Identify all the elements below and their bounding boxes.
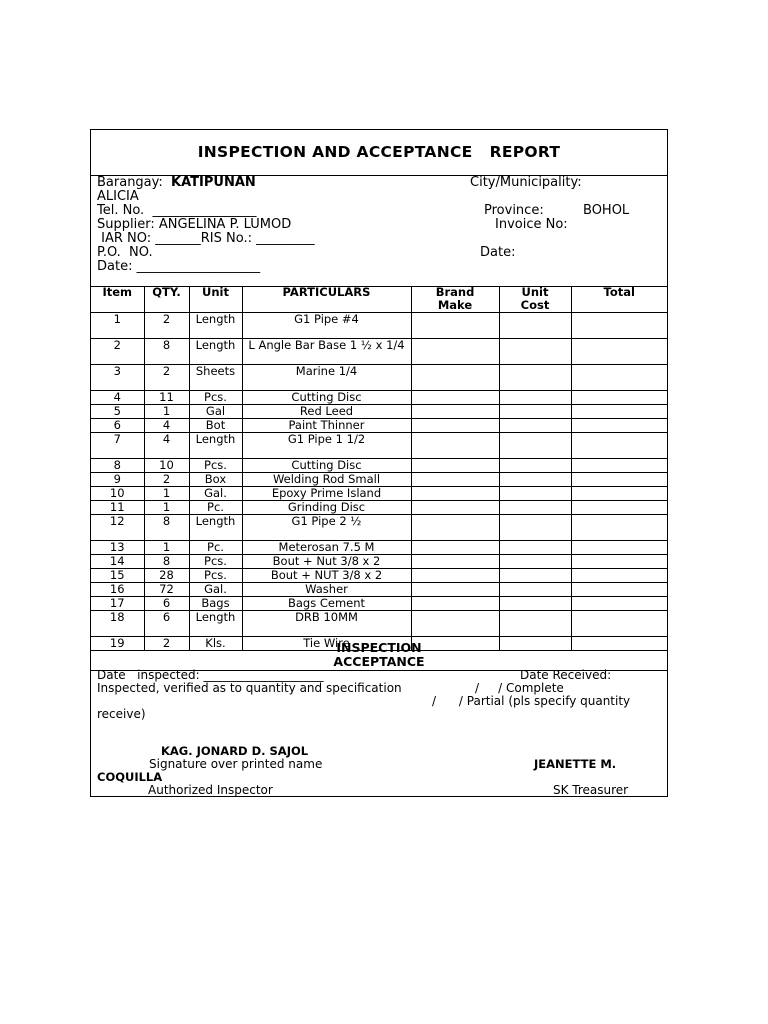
item-cell: 15	[91, 569, 144, 583]
item-cell: 8	[91, 459, 144, 473]
unit-cell: Gal.	[189, 487, 242, 501]
brand-make-cell	[411, 313, 499, 339]
qty-cell: 2	[144, 637, 189, 651]
brand-make-cell	[411, 339, 499, 365]
table-row	[91, 433, 667, 459]
complete-checkbox-label: / / Complete	[475, 681, 564, 695]
total-cell	[571, 583, 667, 597]
unit-cost-cell	[499, 405, 571, 419]
qty-cell: 2	[144, 473, 189, 487]
qty-cell: 8	[144, 555, 189, 569]
unit-cell: Length	[189, 339, 242, 365]
particulars-cell: Bags Cement	[242, 597, 411, 611]
table-body	[91, 313, 667, 651]
particulars-cell: Welding Rod Small	[242, 473, 411, 487]
table-row	[91, 313, 667, 339]
unit-cost-cell	[499, 419, 571, 433]
date-received-label: Date Received:	[520, 668, 612, 682]
unit-cell: Pcs.	[189, 391, 242, 405]
item-cell: 2	[91, 339, 144, 365]
barangay-continuation: ALICIA	[97, 189, 139, 204]
col-header-unit-cost: Unit Cost	[499, 286, 571, 313]
qty-cell: 1	[144, 541, 189, 555]
unit-cell: Length	[189, 433, 242, 459]
total-cell	[571, 473, 667, 487]
table-row	[91, 541, 667, 555]
item-cell: 1	[91, 313, 144, 339]
total-cell	[571, 391, 667, 405]
brand-make-cell	[411, 569, 499, 583]
total-cell	[571, 313, 667, 339]
verified-statement: Inspected, verified as to quantity and specification	[97, 681, 402, 695]
brand-make-cell	[411, 433, 499, 459]
inspection-acceptance-section	[91, 641, 667, 671]
brand-make-cell	[411, 459, 499, 473]
unit-cost-cell	[499, 339, 571, 365]
item-cell: 7	[91, 433, 144, 459]
report-title: INSPECTION AND ACCEPTANCE REPORT	[197, 143, 561, 161]
item-cell: 6	[91, 419, 144, 433]
table-row	[91, 515, 667, 541]
unit-cell: Bags	[189, 597, 242, 611]
unit-cost-cell	[499, 459, 571, 473]
table-row	[91, 487, 667, 501]
inspector-title: Authorized Inspector	[148, 783, 273, 797]
particulars-cell: Red Leed	[242, 405, 411, 419]
qty-cell: 8	[144, 339, 189, 365]
unit-cell: Bot	[189, 419, 242, 433]
item-cell: 10	[91, 487, 144, 501]
item-cell: 18	[91, 611, 144, 637]
unit-cell: Pcs.	[189, 555, 242, 569]
treasurer-title: SK Treasurer	[553, 783, 629, 797]
item-cell: 5	[91, 405, 144, 419]
total-cell	[571, 555, 667, 569]
particulars-cell: Paint Thinner	[242, 419, 411, 433]
tel-no-line: Tel. No. ________________	[97, 203, 257, 218]
col-header-brand-make: Brand Make	[411, 286, 499, 313]
particulars-cell: L Angle Bar Base 1 ½ x 1/4	[242, 339, 411, 365]
qty-cell: 8	[144, 515, 189, 541]
total-cell	[571, 365, 667, 391]
brand-make-cell	[411, 405, 499, 419]
unit-cost-cell	[499, 473, 571, 487]
brand-make-cell	[411, 501, 499, 515]
qty-cell: 1	[144, 501, 189, 515]
qty-cell: 11	[144, 391, 189, 405]
acceptance-heading: ACCEPTANCE	[333, 654, 425, 669]
brand-make-cell	[411, 365, 499, 391]
unit-cost-cell	[499, 583, 571, 597]
iar-ris-line: IAR NO: _______RIS No.: _________	[97, 231, 315, 246]
unit-cost-cell	[499, 569, 571, 583]
table-row	[91, 391, 667, 405]
signature-label: Signature over printed name	[149, 757, 323, 771]
col-header-qty: QTY.	[144, 286, 189, 313]
table-header-row	[91, 286, 667, 313]
city-label: City/Municipality:	[470, 175, 582, 190]
title-section	[91, 130, 667, 176]
unit-cost-cell	[499, 501, 571, 515]
brand-make-cell	[411, 473, 499, 487]
item-cell: 13	[91, 541, 144, 555]
date-inspected-line: Date inspected: ____________________	[97, 668, 324, 682]
qty-cell: 10	[144, 459, 189, 473]
qty-cell: 4	[144, 433, 189, 459]
particulars-cell: Cutting Disc	[242, 391, 411, 405]
particulars-cell: DRB 10MM	[242, 611, 411, 637]
qty-cell: 2	[144, 313, 189, 339]
table-row	[91, 365, 667, 391]
table-row	[91, 611, 667, 637]
table-row	[91, 569, 667, 583]
inspector-name: KAG. JONARD D. SAJOL	[161, 744, 309, 758]
particulars-cell: G1 Pipe 1 1/2	[242, 433, 411, 459]
particulars-cell: Tie Wire	[242, 637, 411, 651]
particulars-cell: Grinding Disc	[242, 501, 411, 515]
brand-make-cell	[411, 611, 499, 637]
receive-continuation: receive)	[97, 707, 146, 721]
brand-make-cell	[411, 583, 499, 597]
unit-cell: Length	[189, 313, 242, 339]
unit-cost-cell	[499, 555, 571, 569]
unit-cost-cell	[499, 313, 571, 339]
barangay-value: KATIPUNAN	[171, 175, 256, 190]
qty-cell: 72	[144, 583, 189, 597]
col-header-unit: Unit	[189, 286, 242, 313]
brand-make-cell	[411, 391, 499, 405]
table-row	[91, 583, 667, 597]
brand-make-cell	[411, 419, 499, 433]
particulars-cell: Bout + Nut 3/8 x 2	[242, 555, 411, 569]
unit-cost-cell	[499, 541, 571, 555]
province-label: Province:	[484, 203, 544, 218]
table-row	[91, 555, 667, 569]
table-row	[91, 419, 667, 433]
brand-make-cell	[411, 487, 499, 501]
supplier-line: Supplier: ANGELINA P. LUMOD	[97, 217, 292, 232]
total-cell	[571, 487, 667, 501]
inspection-heading: INSPECTION	[336, 640, 422, 655]
total-cell	[571, 419, 667, 433]
barangay-line	[97, 176, 256, 190]
item-cell: 17	[91, 597, 144, 611]
barangay-label: Barangay:	[97, 175, 163, 190]
total-cell	[571, 501, 667, 515]
unit-cell: Box	[189, 473, 242, 487]
total-cell	[571, 433, 667, 459]
col-header-particulars: PARTICULARS	[242, 286, 411, 313]
col-header-total: Total	[571, 286, 667, 313]
date-line: Date: ___________________	[97, 259, 261, 274]
unit-cost-cell	[499, 365, 571, 391]
unit-cost-cell	[499, 433, 571, 459]
unit-cell: Length	[189, 515, 242, 541]
table-row	[91, 473, 667, 487]
unit-cell: Pcs.	[189, 459, 242, 473]
item-cell: 3	[91, 365, 144, 391]
unit-cell: Gal	[189, 405, 242, 419]
item-cell: 12	[91, 515, 144, 541]
unit-cell: Pcs.	[189, 569, 242, 583]
item-cell: 11	[91, 501, 144, 515]
item-cell: 14	[91, 555, 144, 569]
table-row	[91, 597, 667, 611]
item-cell: 16	[91, 583, 144, 597]
qty-cell: 6	[144, 611, 189, 637]
particulars-cell: Marine 1/4	[242, 365, 411, 391]
item-cell: 4	[91, 391, 144, 405]
items-table	[91, 286, 667, 651]
brand-make-cell	[411, 541, 499, 555]
unit-cell: Gal.	[189, 583, 242, 597]
qty-cell: 6	[144, 597, 189, 611]
particulars-cell: G1 Pipe 2 ½	[242, 515, 411, 541]
total-cell	[571, 597, 667, 611]
qty-cell: 1	[144, 405, 189, 419]
treasurer-name-last: COQUILLA	[97, 770, 163, 784]
province-value: BOHOL	[583, 203, 630, 218]
particulars-cell: Cutting Disc	[242, 459, 411, 473]
qty-cell: 28	[144, 569, 189, 583]
table-row	[91, 501, 667, 515]
item-cell: 19	[91, 637, 144, 651]
unit-cell: Pc.	[189, 541, 242, 555]
inspection-report-form	[90, 129, 668, 797]
partial-checkbox-label: / / Partial (pls specify quantity	[432, 694, 631, 708]
brand-make-cell	[411, 597, 499, 611]
unit-cost-cell	[499, 597, 571, 611]
treasurer-name-first: JEANETTE M.	[534, 757, 617, 771]
qty-cell: 2	[144, 365, 189, 391]
invoice-label: Invoice No:	[495, 217, 568, 232]
unit-cost-cell	[499, 611, 571, 637]
item-cell: 9	[91, 473, 144, 487]
unit-cost-cell	[499, 487, 571, 501]
unit-cell: Kls.	[189, 637, 242, 651]
particulars-cell: Epoxy Prime Island	[242, 487, 411, 501]
date-label-right: Date:	[480, 245, 516, 260]
total-cell	[571, 339, 667, 365]
table-row	[91, 405, 667, 419]
total-cell	[571, 515, 667, 541]
table-row	[91, 459, 667, 473]
unit-cell: Pc.	[189, 501, 242, 515]
total-cell	[571, 459, 667, 473]
total-cell	[571, 611, 667, 637]
particulars-cell: Bout + NUT 3/8 x 2	[242, 569, 411, 583]
unit-cost-cell	[499, 391, 571, 405]
table-row	[91, 339, 667, 365]
brand-make-cell	[411, 555, 499, 569]
total-cell	[571, 541, 667, 555]
qty-cell: 4	[144, 419, 189, 433]
total-cell	[571, 569, 667, 583]
po-no-line: P.O. NO.	[97, 245, 153, 260]
col-header-item: Item	[91, 286, 144, 313]
particulars-cell: Meterosan 7.5 M	[242, 541, 411, 555]
particulars-cell: G1 Pipe #4	[242, 313, 411, 339]
total-cell	[571, 405, 667, 419]
unit-cell: Length	[189, 611, 242, 637]
unit-cell: Sheets	[189, 365, 242, 391]
particulars-cell: Washer	[242, 583, 411, 597]
qty-cell: 1	[144, 487, 189, 501]
header-info-section	[91, 175, 667, 287]
brand-make-cell	[411, 515, 499, 541]
unit-cost-cell	[499, 515, 571, 541]
